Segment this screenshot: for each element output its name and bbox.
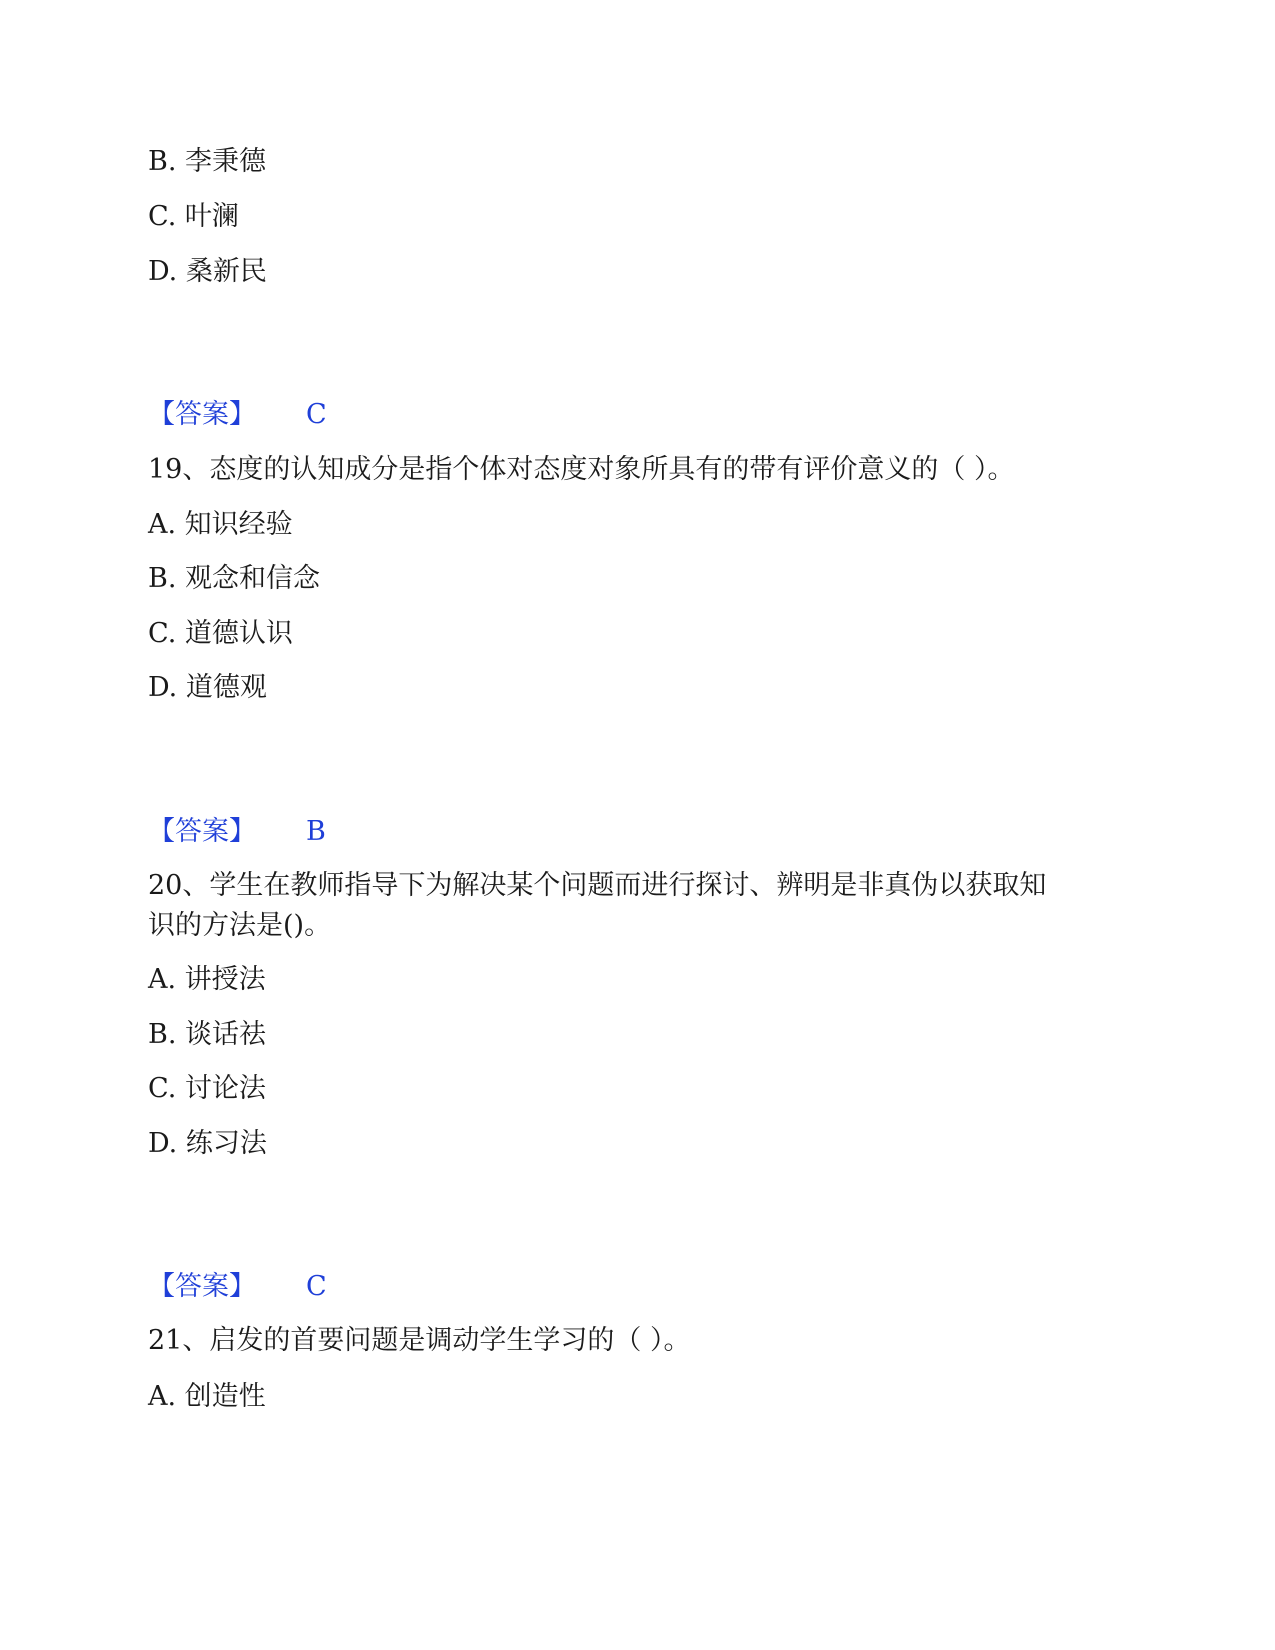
q19-option-d: D. 道德观 (148, 672, 267, 703)
q20-question-line1: 20、学生在教师指导下为解决某个问题而进行探讨、辨明是非真伪以获取知 (148, 870, 1047, 901)
answer-value: C (306, 399, 327, 430)
answer-label: 【答案】 (148, 399, 256, 430)
q19-answer (148, 812, 326, 852)
q18-option-d: D. 桑新民 (148, 256, 267, 287)
q20-option-c: C. 讨论法 (148, 1073, 266, 1104)
q20-option-d: D. 练习法 (148, 1128, 267, 1159)
q21-option-a: A. 创造性 (148, 1381, 266, 1412)
q20-option-a: A. 讲授法 (148, 964, 266, 995)
q18-option-c: C. 叶澜 (148, 201, 239, 232)
q18-answer (148, 395, 327, 435)
answer-value: B (306, 816, 326, 847)
q19-option-c: C. 道德认识 (148, 618, 293, 649)
q18-option-b: B. 李秉德 (148, 146, 267, 177)
q20-question-line2: 识的方法是()。 (148, 910, 332, 941)
q21-question: 21、启发的首要问题是调动学生学习的（ ）。 (148, 1325, 691, 1356)
q19-question: 19、态度的认知成分是指个体对态度对象所具有的带有评价意义的（ ）。 (148, 454, 1015, 485)
answer-label: 【答案】 (148, 1271, 256, 1302)
q20-answer (148, 1267, 327, 1307)
answer-value: C (306, 1271, 327, 1302)
answer-label: 【答案】 (148, 816, 256, 847)
q20-option-b: B. 谈话祛 (148, 1019, 267, 1050)
q19-option-a: A. 知识经验 (148, 509, 293, 540)
q19-option-b: B. 观念和信念 (148, 563, 321, 594)
